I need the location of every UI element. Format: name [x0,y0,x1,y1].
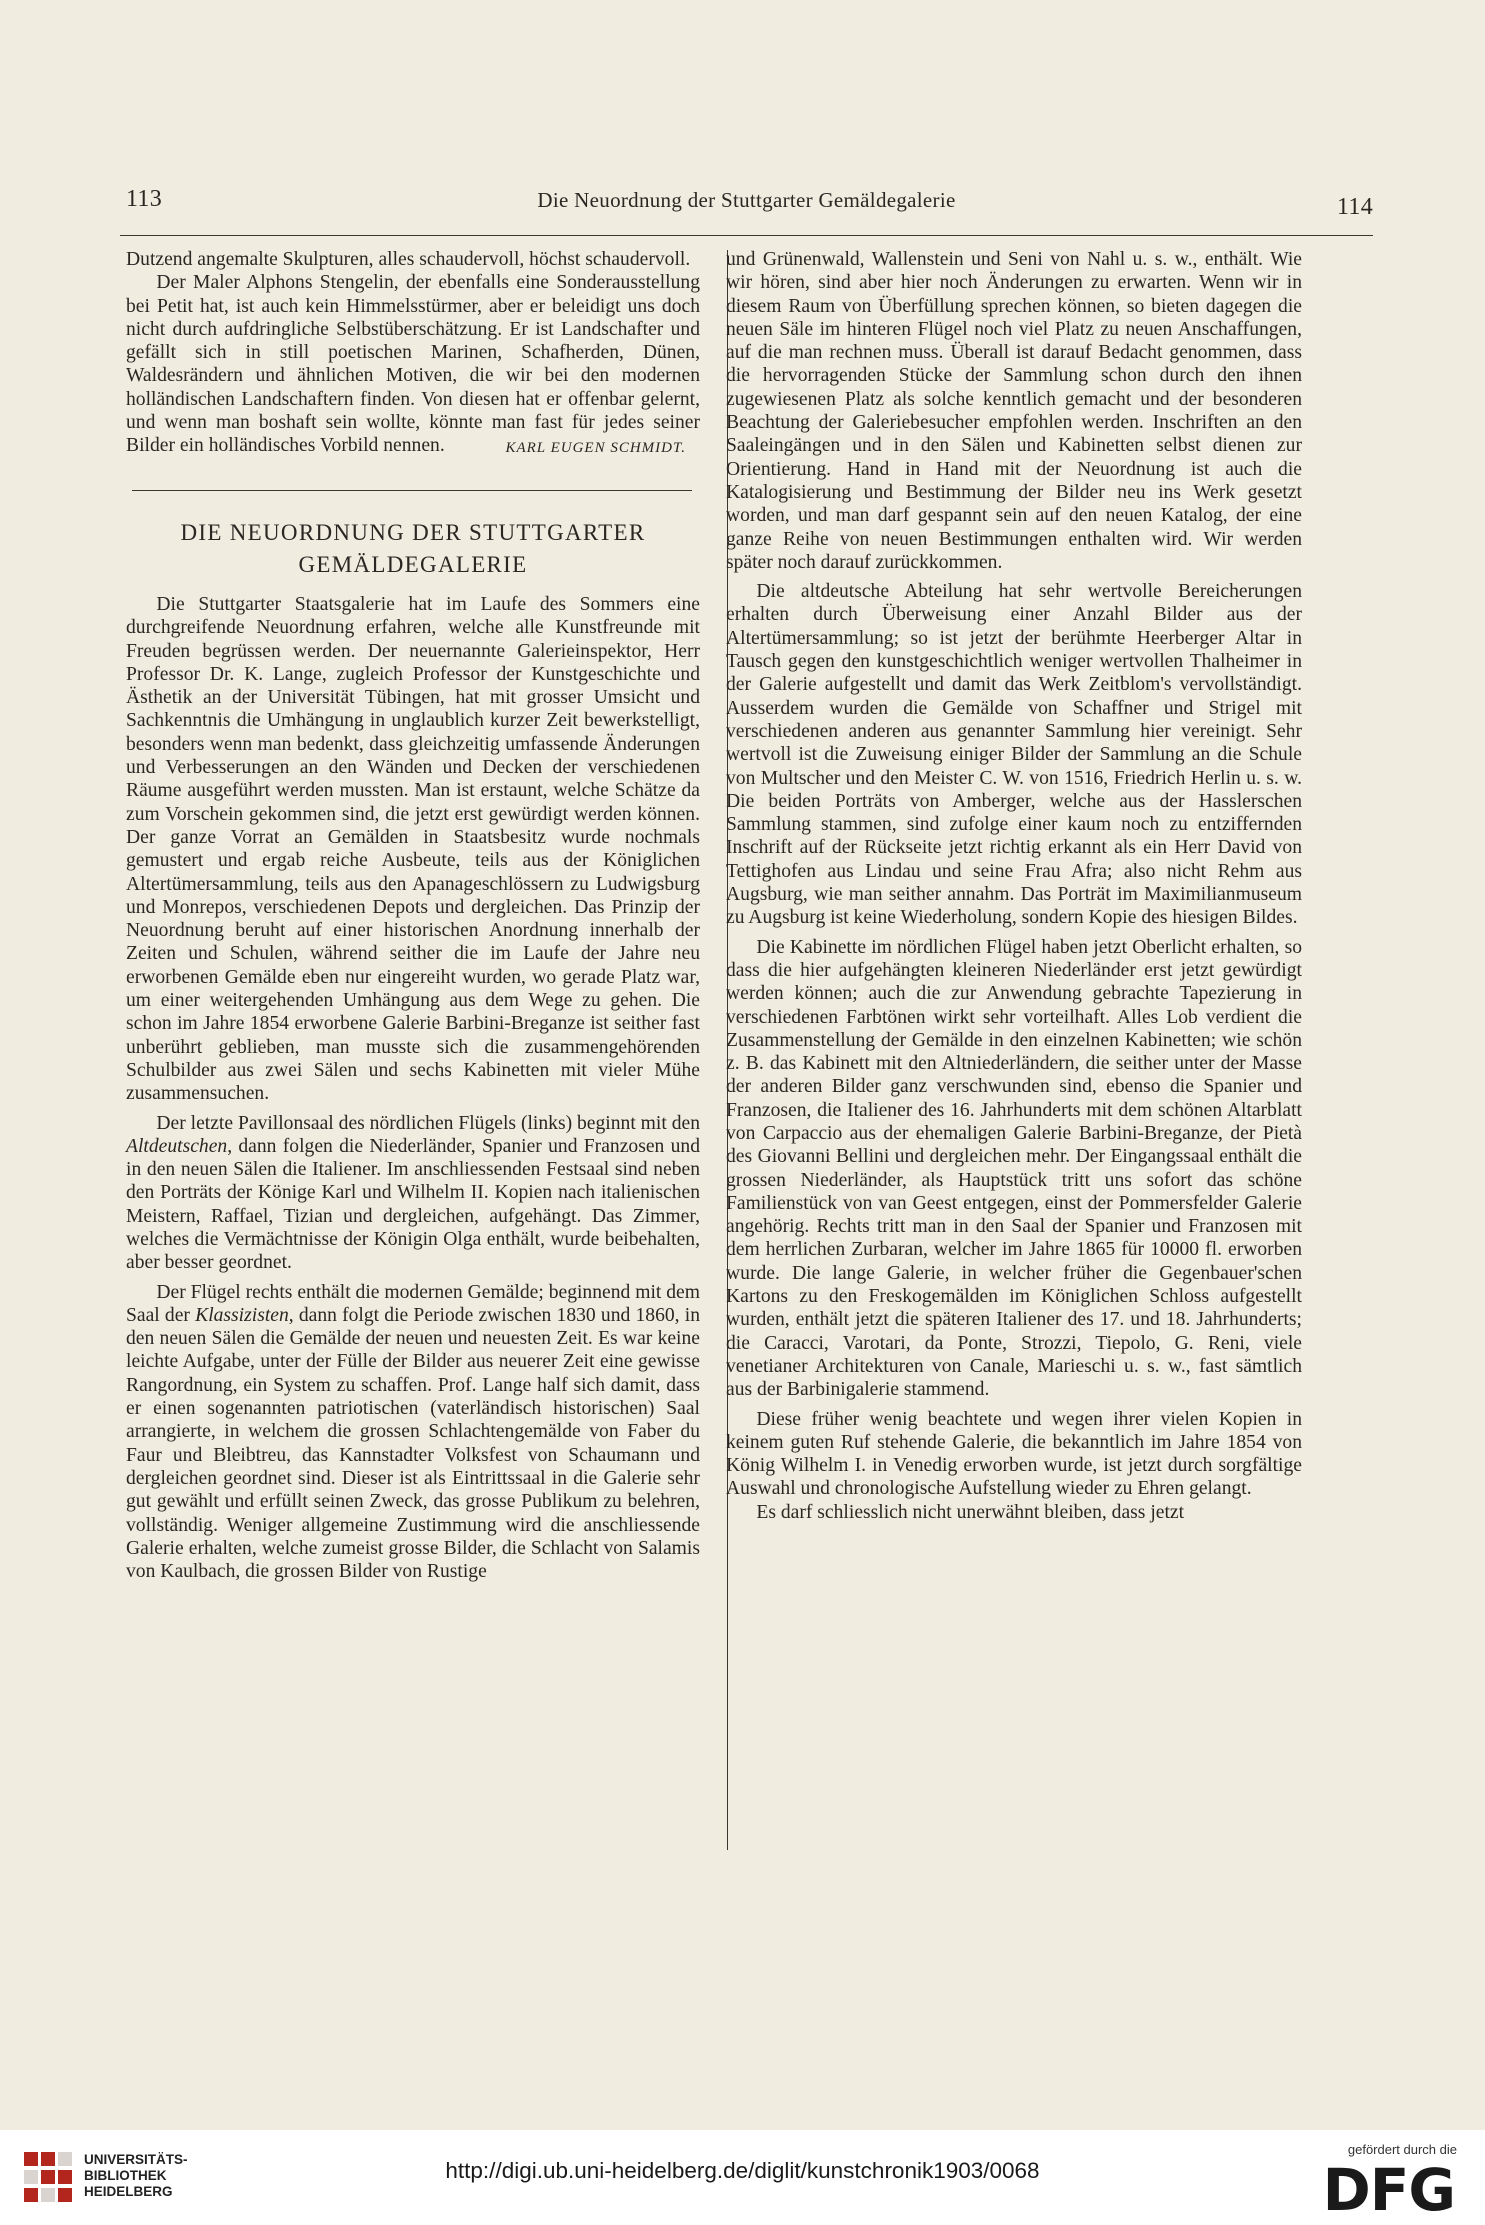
paragraph: Es darf schliesslich nicht unerwähnt bleiben, dass jetzt [756,1501,1185,1523]
library-name-line: BIBLIOTHEK [84,2168,167,2183]
text-run: Der letzte Pavillonsaal des nördlichen Flügels (links) beginnt mit den [156,1112,700,1134]
italic-term: Klassizisten [195,1304,289,1326]
paragraph: Diese früher wenig beachtete und wegen ihrer vielen Kopien in keinem guten Ruf stehende Galerie, die bekanntlich im Jahre 1854 von König Wilhelm I. in Venedig erworben wurde, ist jetzt durch sorgfältige Auswahl und chronologische Aufstellung wieder zu Ehren gelangt. [726,1408,1302,1500]
left-column [126,248,700,1583]
paragraph: Dutzend angemalte Skulpturen, alles schaudervoll, höchst schaudervoll. [126,249,691,270]
text-run: Der Flügel rechts enthält die modernen Gemälde; beginnend mit dem Saal der [126,1281,700,1326]
viewer-footer [0,2130,1485,2225]
italic-term: Altdeutschen [126,1135,228,1157]
paragraph [126,1281,700,1584]
right-column [726,248,1302,1524]
permalink-url[interactable]: http://digi.ub.uni-heidelberg.de/diglit/kunstchronik1903/0068 [445,2158,1040,2183]
article-title-line: DIE NEUORDNUNG DER STUTTGARTER [180,519,646,545]
article-title [126,517,700,581]
library-name-line: HEIDELBERG [84,2184,173,2199]
running-title: Die Neuordnung der Stuttgarter Gemäldegalerie [537,188,956,212]
page-number-right: 114 [1336,194,1373,220]
author-signature: KARL EUGEN SCHMIDT. [505,439,686,456]
text-run: , dann folgt die Periode zwischen 1830 und 1860, in den neuen Sälen die Gemälde der neuen und neuesten Zeit. Es war keine leichte Aufgabe, unter der Fülle der Bilder aus neuerer Zeit eine gewisse Rangordnung, ein System zu schaffen. Prof. Lange half sich damit, dass er einen sogenannten patriotischen (vaterländisch historischen) Saal arrangierte, in welchem die grossen Schlachtengemälde von Faber du Faur und Bleibtreu, das Kannstadter Volksfest von Schaumann und dergleichen geordnet sind. Dieser ist als Eintrittssaal in die Galerie sehr gut gewählt und erfüllt seinen Zweck, das grosse Publikum zu belehren, vollständig. Weniger allgemeine Zustimmung wird die anschliessende Galerie erhalten, welche zumeist grosse Bilder, die Schlacht von Salamis von Kaulbach, die grossen Bilder von Rustige [126,1304,700,1583]
running-header [120,186,1373,226]
article-title-line: GEMÄLDEGALERIE [298,551,528,577]
paragraph: Die altdeutsche Abteilung hat sehr wertvolle Bereicherungen erhalten durch Überweisung einer Anzahl Bilder aus der Altertümersammlung; so ist jetzt der berühmte Heerberger Altar in Tausch gegen den kunstgeschichtlich weniger wertvollen Thalheimer in der Galerie aufgestellt und damit das Werk Zeitblom's vervollständigt. Ausserdem wurden die Gemälde von Schaffner und Strigel mit verschiedenen anderen aus genannter Sammlung hier vereinigt. Sehr wertvoll ist die Zuweisung einiger Bilder der Sammlung an die Schule von Multscher und den Meister C. W. von 1516, Friedrich Herlin u. s. w. Die beiden Porträts von Amberger, welche aus der Hasslerschen Sammlung stammen, sind zufolge einer kaum noch zu entziffernden Inschrift auf der Rückseite jetzt richtig erkannt als ein Herr David von Tettighofen aus Lindau und seine Frau Afra; also nicht Rehm aus Augsburg, wie man seither annahm. Das Porträt im Maximilianmuseum zu Augsburg ist keine Wiederholung, sondern Kopie des hiesigen Bildes. [726,581,1302,929]
paragraph [126,1112,700,1275]
paragraph: Die Stuttgarter Staatsgalerie hat im Laufe des Sommers eine durchgreifende Neuordnung erfahren, welche alle Kunstfreunde mit Freuden begrüssen werden. Der neuernannte Galerieinspektor, Herr Professor Dr. K. Lange, zugleich Professor der Kunstgeschichte und Ästhetik an der Universität Tübingen, hat mit grosser Umsicht und Sachkenntnis die Umhängung in unglaublich kurzer Zeit bewerkstelligt, besonders wenn man bedenkt, dass gleichzeitig umfassende Änderungen und Verbesserungen an den Wänden und Decken der verschiedenen Räume ausgeführt werden mussten. Man ist erstaunt, welche Schätze da zum Vorschein gekommen sind, die jetzt erst gewürdigt werden können. Der ganze Vorrat an Gemälden in Staatsbesitz wurde nochmals gemustert und ergab reiche Ausbeute, teils aus der Königlichen Altertümersammlung, teils aus den Apanageschlössern zu Ludwigsburg und Monrepos, verschiedenen Depots und dergleichen. Das Prinzip der Neuordnung beruht auf einer historischen Anordnung innerhalb der Zeiten und Schulen, während seither die im Laufe der Jahre neu erworbenen Gemälde eben nur eingereiht wurden, wo gerade Platz war, um einer weitergehenden Umhängung aus dem Wege zu gehen. Die schon im Jahre 1854 erworbene Galerie Barbini-Breganze ist seither fast unberührt geblieben, man musste sich die zusammengehörenden Schulbilder aus zwei Sälen und sechs Kabinetten mit vieler Mühe zusammensuchen. [126,593,700,1105]
section-divider [132,490,692,491]
paragraph: Der Maler Alphons Stengelin, der ebenfalls eine Sonderausstellung bei Petit hat, ist auch kein Himmelsstürmer, aber er beleidigt uns doch nicht durch aufdringliche Selbstüberschätzung. Er ist Landschafter und gefällt sich in still poetischen Marinen, Schafherden, Dünen, Waldesrändern und ähnlichen Motiven, die wir bei den modernen holländischen Landschaftern finden. Von diesen hat er offenbar gelernt, und wenn man boshaft sein wollte, könnte man fast für jedes seiner Bilder ein holländisches Vorbild nennen. [126,272,700,457]
dfg-logo[interactable]: DFG [1322,2156,1455,2224]
text-run: , dann folgen die Niederländer, Spanier und Franzosen und in den neuen Sälen die Italiener. Im anschliessenden Festsaal sind neben den Porträts der Könige Karl und Wilhelm II. Kopien nach italienischen Meistern, Raffael, Tizian und dergleichen, aufgehängt. Das Zimmer, welches die Vermächtnisse der Königin Olga enthält, wurde beibehalten, aber besser geordnet. [126,1135,700,1274]
paragraph: und Grünenwald, Wallenstein und Seni von Nahl u. s. w., enthält. Wie wir hören, sind aber hier noch Änderungen zu erwarten. Wenn wir in diesem Raum von Überfüllung sprechen können, so bieten dagegen die neuen Säle im hinteren Flügel noch viel Platz zu neuen Anschaffungen, auf die man rechnen muss. Überall ist darauf Bedacht genommen, dass die hervorragenden Stücke der Sammlung schon durch den ihnen zugewiesenen Platz als solche kenntlich gemacht und der besonderen Beachtung der Galeriebesucher empfohlen werden. Inschriften an den Saaleingängen und in den Sälen und Kabinetten selbst dienen zur Orientierung. Hand in Hand mit der Neuordnung ist auch die Katalogisierung und Bestimmung der Bilder neu ins Werk gesetzt worden, und man darf gespannt sein auf den neuen Katalog, der eine ganze Reihe von neuen Bestimmungen enthalten wird. Wir werden später noch darauf zurückkommen. [726,249,1302,573]
page-number-left: 113 [126,186,163,212]
paragraph: Die Kabinette im nördlichen Flügel haben jetzt Oberlicht erhalten, so dass die hier aufgehängten kleineren Niederländer erst jetzt gewürdigt werden können; auch die zur Anwendung gebrachte Tapezierung in verschiedenen Farbtönen wirkt sehr vorteilhaft. Alles Lob verdient die Zusammenstellung der Gemälde in den einzelnen Kabinetten; wie schön z. B. das Kabinett mit den Altniederländern, die seither unter der Masse der anderen Bilder ganz verschwunden sind, ebenso die Spanier und Franzosen, die Italiener des 16. Jahrhunderts mit dem schönen Altarblatt von Carpaccio aus der ehemaligen Galerie Barbini-Breganze, der Pietà des Giovanni Bellini und dergleichen mehr. Der Eingangssaal enthält die grossen Niederländer, als Hauptstück tritt uns sofort das schöne Familienstück von van Geest entgegen, einst der Pommersfelder Galerie angehörig. Rechts tritt man in den Saal der Spanier und Franzosen mit dem herrlichen Zurbaran, welcher im Jahre 1865 für 10000 fl. erworben wurde. Die lange Galerie, in welcher früher die Gegenbauer'schen Kartons zu den Freskogemälden im Königlichen Schloss aufgestellt wurden, enthält jetzt die späteren Italiener des 17. und 18. Jahrhunderts; die Caracci, Varotari, da Ponte, Strozzi, Tiepolo, G. Reni, viele venetianer Architekturen von Canale, Marieschi u. s. w., fast sämtlich aus der Barbinigalerie stammend. [726,936,1302,1401]
header-rule [120,235,1373,236]
library-name-line: UNIVERSITÄTS- [84,2152,188,2167]
funding-note: gefördert durch die [1347,2142,1457,2157]
